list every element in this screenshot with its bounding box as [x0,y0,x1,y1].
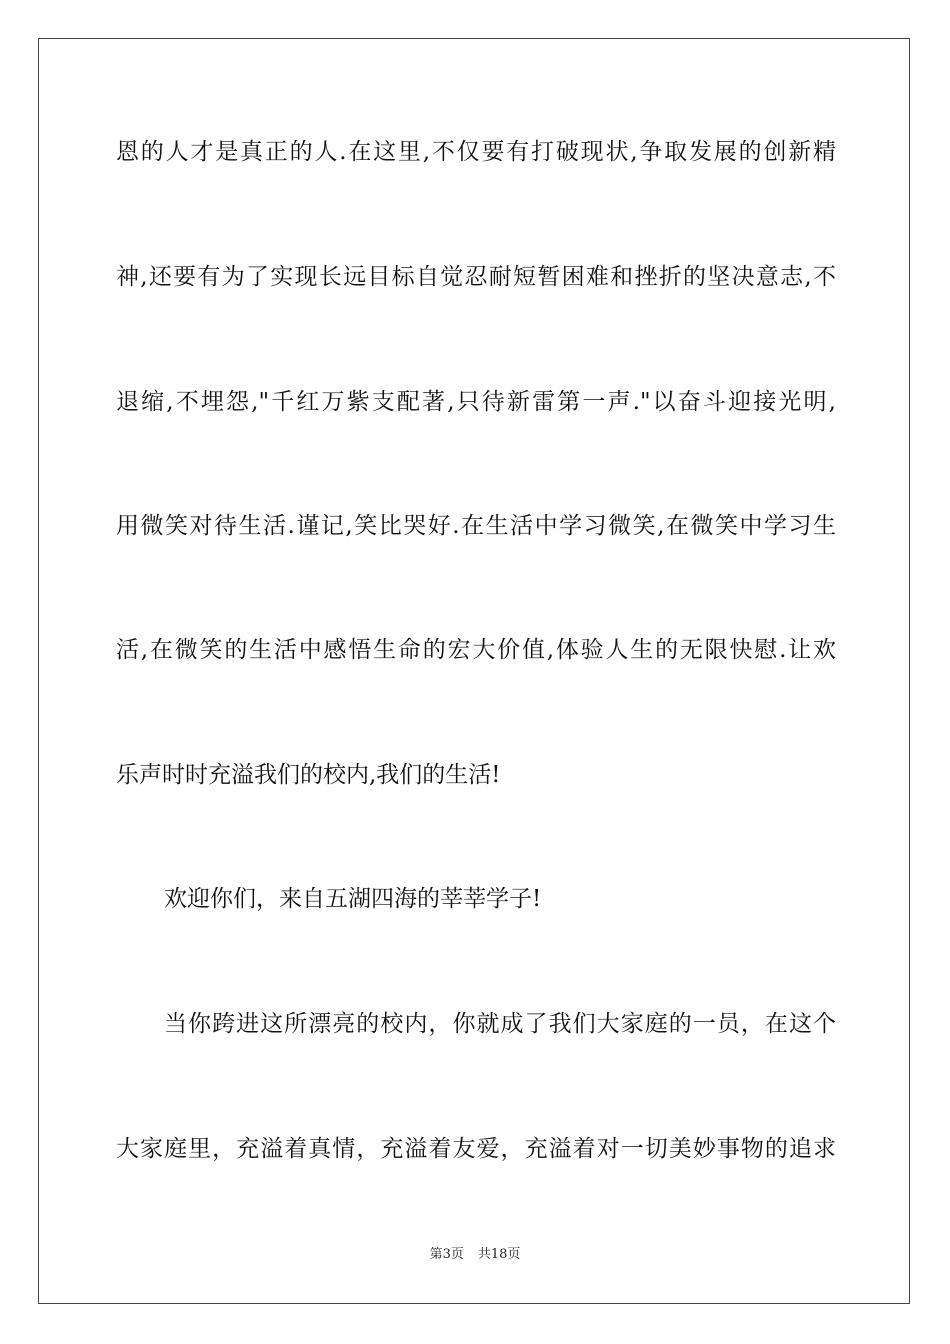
body-text-line: 神,还要有为了实现长远目标自觉忍耐短暂困难和挫折的坚决意志,不 [116,264,836,290]
page-footer [0,1246,950,1264]
body-text-line: 用微笑对待生活.谨记,笑比哭好.在生活中学习微笑,在微笑中学习生 [116,513,836,539]
body-text-line: 退缩,不埋怨,"千红万紫支配著,只待新雷第一声."以奋斗迎接光明, [116,389,836,415]
body-text-line: 大家庭里，充溢着真情，充溢着友爱，充溢着对一切美妙事物的追求 [116,1136,836,1162]
page-total: 共18页 [477,1247,521,1262]
body-text-line: 活,在微笑的生活中感悟生命的宏大价值,体验人生的无限快慰.让欢 [116,637,836,663]
body-text-line: 恩的人才是真正的人.在这里,不仅要有打破现状,争取发展的创新精 [116,139,836,165]
page-number: 第3页 [429,1247,464,1262]
body-text-line: 欢迎你们，来自五湖四海的莘莘学子! [164,886,542,912]
body-text-line: 乐声时时充溢我们的校内,我们的生活! [116,762,501,788]
page-border [38,38,910,1304]
body-text-line: 当你跨进这所漂亮的校内，你就成了我们大家庭的一员，在这个 [164,1011,836,1037]
